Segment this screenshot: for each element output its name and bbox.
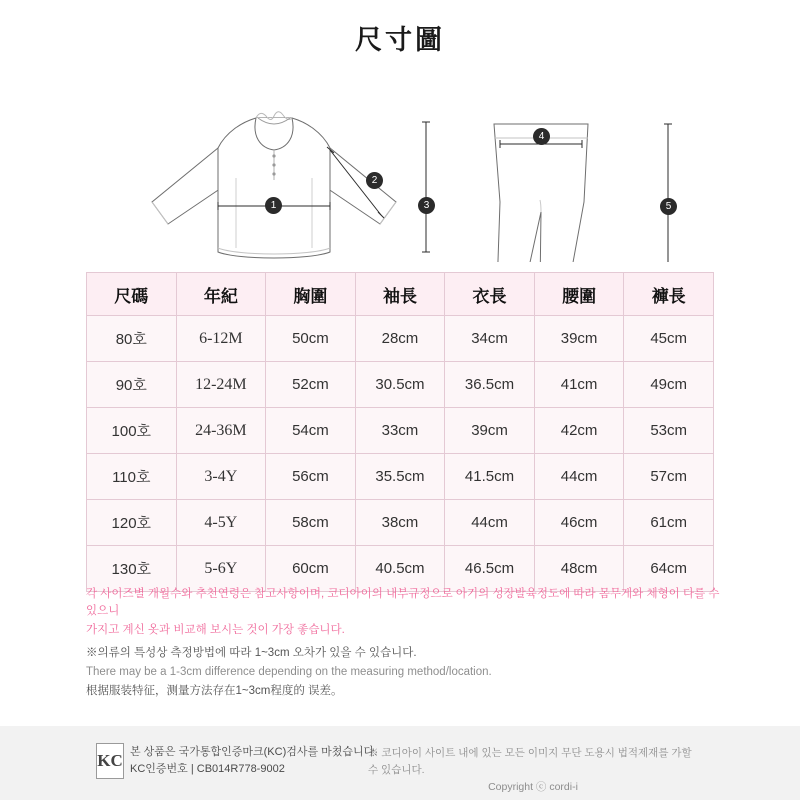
kc-text-block <box>130 744 377 778</box>
note-line-5: 根据服装特征，测量方法存在1~3cm程度的 误差。 <box>86 685 343 697</box>
note-line-4: There may be a 1-3cm difference depending on the measuring method/location. <box>86 666 492 678</box>
cell-size: 130호 <box>87 546 177 592</box>
cell-age: 6-12M <box>176 316 266 362</box>
cell-sleeve: 28cm <box>355 316 445 362</box>
size-table-wrap <box>86 272 714 592</box>
size-table <box>86 272 714 592</box>
cell-waist: 41cm <box>534 362 624 408</box>
illustration-area <box>0 52 800 262</box>
cell-top-length: 44cm <box>445 500 535 546</box>
cell-sleeve: 40.5cm <box>355 546 445 592</box>
badge-waist: 4 <box>533 128 550 145</box>
cell-size: 90호 <box>87 362 177 408</box>
cell-size: 110호 <box>87 454 177 500</box>
cell-top-length: 36.5cm <box>445 362 535 408</box>
cell-pants-length: 57cm <box>624 454 714 500</box>
cell-waist: 39cm <box>534 316 624 362</box>
col-sleeve: 袖長 <box>355 273 445 316</box>
badge-pants-length: 5 <box>660 198 677 215</box>
notes-block <box>86 586 726 702</box>
cell-sleeve: 38cm <box>355 500 445 546</box>
cell-top-length: 41.5cm <box>445 454 535 500</box>
note-line-1: 각 사이즈별 개월수와 추천연령은 참고사항이며, 코디아이의 내부규정으로 아기의 성장발육정도에 따라 몸무게와 체형이 다를 수 있으니 <box>86 588 720 617</box>
table-row <box>87 454 714 500</box>
cell-chest: 50cm <box>266 316 356 362</box>
badge-sleeve: 2 <box>366 172 383 189</box>
cell-chest: 60cm <box>266 546 356 592</box>
copyright-notice: ※ 코디아이 사이트 내에 있는 모든 이미지 무단 도용시 법적제재를 가할 수 있습니다. <box>368 747 692 776</box>
footer <box>0 726 800 800</box>
cell-waist: 44cm <box>534 454 624 500</box>
badge-chest: 1 <box>265 197 282 214</box>
table-row <box>87 316 714 362</box>
cell-size: 100호 <box>87 408 177 454</box>
cell-chest: 54cm <box>266 408 356 454</box>
cell-age: 3-4Y <box>176 454 266 500</box>
cell-size: 120호 <box>87 500 177 546</box>
page-title: 尺寸圖 <box>355 25 445 55</box>
cell-sleeve: 35.5cm <box>355 454 445 500</box>
cell-size: 80호 <box>87 316 177 362</box>
cell-age: 4-5Y <box>176 500 266 546</box>
copyright-line: Copyright ⓒ cordi-i <box>488 781 578 793</box>
table-row <box>87 408 714 454</box>
col-pants-length: 褲長 <box>624 273 714 316</box>
cell-chest: 56cm <box>266 454 356 500</box>
badge-top-length: 3 <box>418 197 435 214</box>
copyright-block <box>368 745 698 796</box>
cell-chest: 52cm <box>266 362 356 408</box>
col-chest: 胸圍 <box>266 273 356 316</box>
cell-waist: 42cm <box>534 408 624 454</box>
cell-waist: 46cm <box>534 500 624 546</box>
cell-pants-length: 49cm <box>624 362 714 408</box>
cell-pants-length: 64cm <box>624 546 714 592</box>
cell-age: 12-24M <box>176 362 266 408</box>
cell-sleeve: 30.5cm <box>355 362 445 408</box>
kc-line-1: 본 상품은 국가통합인증마크(KC)검사를 마쳤습니다. <box>130 746 378 758</box>
cell-top-length: 39cm <box>445 408 535 454</box>
cell-age: 24-36M <box>176 408 266 454</box>
cell-top-length: 34cm <box>445 316 535 362</box>
cell-pants-length: 53cm <box>624 408 714 454</box>
kc-line-2: KC인증번호 | CB014R778-9002 <box>130 763 285 775</box>
cell-sleeve: 33cm <box>355 408 445 454</box>
cell-pants-length: 45cm <box>624 316 714 362</box>
kc-certification-icon: KC <box>96 743 124 779</box>
table-row <box>87 546 714 592</box>
table-row <box>87 362 714 408</box>
cell-waist: 48cm <box>534 546 624 592</box>
cell-top-length: 46.5cm <box>445 546 535 592</box>
cell-chest: 58cm <box>266 500 356 546</box>
note-line-3: ※의류의 특성상 측정방법에 따라 1~3cm 오차가 있을 수 있습니다. <box>86 647 417 659</box>
cell-pants-length: 61cm <box>624 500 714 546</box>
col-waist: 腰圍 <box>534 273 624 316</box>
col-size: 尺碼 <box>87 273 177 316</box>
col-age: 年紀 <box>176 273 266 316</box>
note-line-2: 가지고 계신 옷과 비교해 보시는 것이 가장 좋습니다. <box>86 624 345 636</box>
col-top-length: 衣長 <box>445 273 535 316</box>
table-header-row <box>87 273 714 316</box>
table-row <box>87 500 714 546</box>
cell-age: 5-6Y <box>176 546 266 592</box>
garment-diagram <box>0 52 800 262</box>
